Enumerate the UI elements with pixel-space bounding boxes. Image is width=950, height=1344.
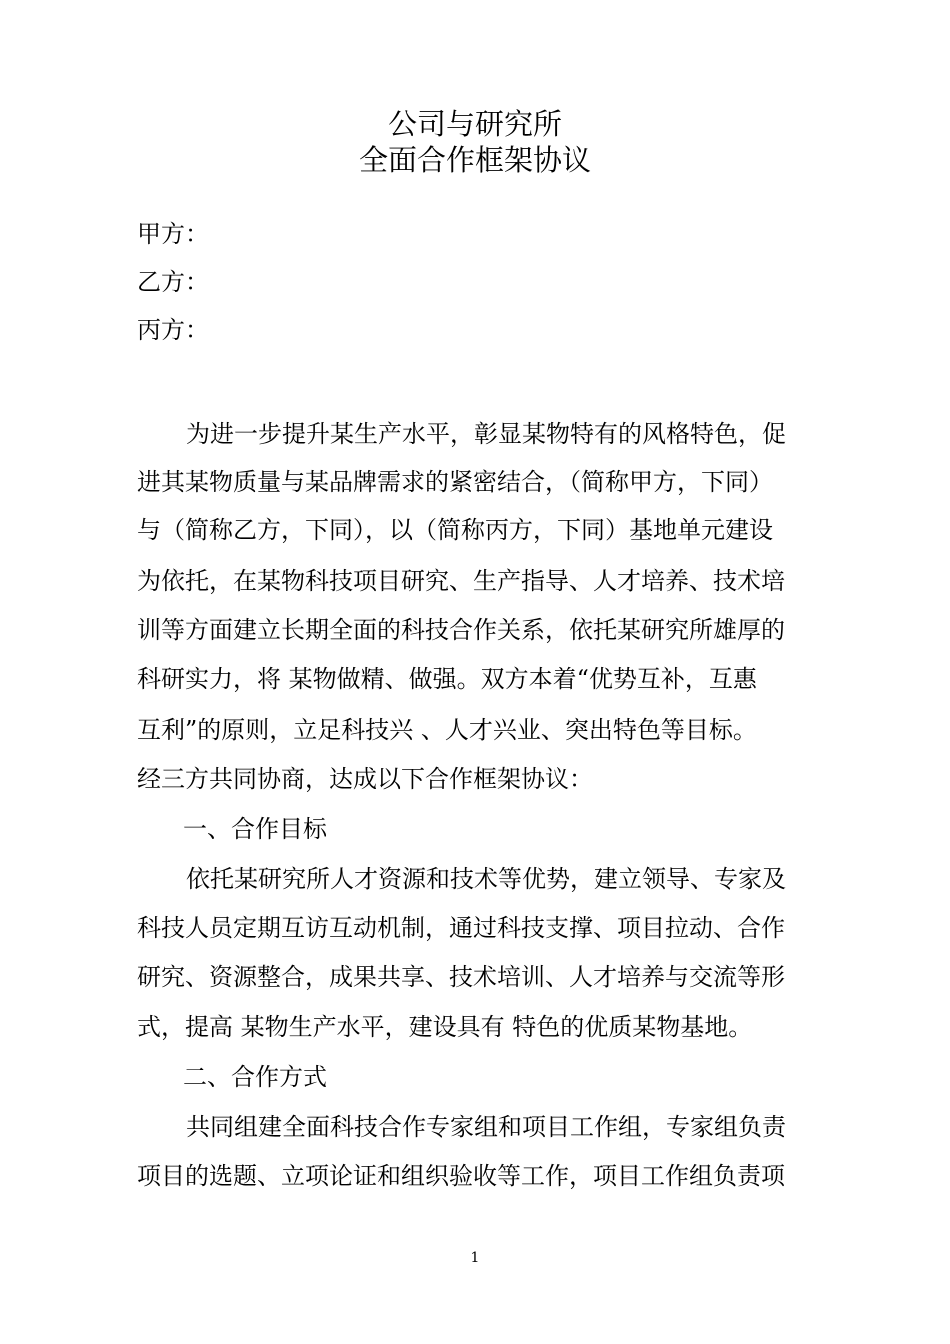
section-1-line: 科技人员定期互访互动机制，通过科技支撑、项目拉动、合作: [137, 914, 785, 942]
section-2-line: 共同组建全面科技合作专家组和项目工作组，专家组负责: [186, 1113, 786, 1141]
intro-paragraph-line: 训等方面建立长期全面的科技合作关系，依托某研究所雄厚的: [137, 616, 785, 644]
intro-paragraph-line: 进其某物质量与某品牌需求的紧密结合，（简称甲方，下同）: [137, 468, 773, 496]
party-c-label: 丙方：: [137, 316, 209, 344]
party-a-label: 甲方：: [137, 220, 209, 248]
intro-paragraph-line: 经三方共同协商，达成以下合作框架协议：: [137, 765, 593, 793]
intro-paragraph-line: 与（简称乙方，下同），以（简称丙方，下同）基地单元建设: [137, 516, 773, 544]
intro-paragraph-line: 为进一步提升某生产水平，彰显某物特有的风格特色，促: [186, 420, 786, 448]
document-title-line-2: 全面合作框架协议: [358, 143, 591, 177]
page-number: 1: [470, 1250, 480, 1266]
section-heading-cooperation-goals: 一、合作目标: [183, 815, 327, 843]
section-1-line: 式，提高 某物生产水平，建设具有 特色的优质某物基地。: [137, 1013, 753, 1041]
intro-paragraph-line: 科研实力，将 某物做精、做强。双方本着“优势互补，互惠: [137, 665, 757, 693]
intro-paragraph-line: 互利”的原则，立足科技兴 、人才兴业、突出特色等目标。: [137, 716, 757, 744]
intro-paragraph-line: 为依托，在某物科技项目研究、生产指导、人才培养、技术培: [137, 567, 785, 595]
section-2-line: 项目的选题、立项论证和组织验收等工作，项目工作组负责项: [137, 1162, 785, 1190]
section-heading-cooperation-methods: 二、合作方式: [183, 1063, 327, 1091]
section-1-line: 研究、资源整合，成果共享、技术培训、人才培养与交流等形: [137, 963, 785, 991]
document-title-line-1: 公司与研究所: [387, 107, 562, 141]
section-1-line: 依托某研究所人才资源和技术等优势，建立领导、专家及: [186, 865, 786, 893]
party-b-label: 乙方：: [137, 268, 209, 296]
